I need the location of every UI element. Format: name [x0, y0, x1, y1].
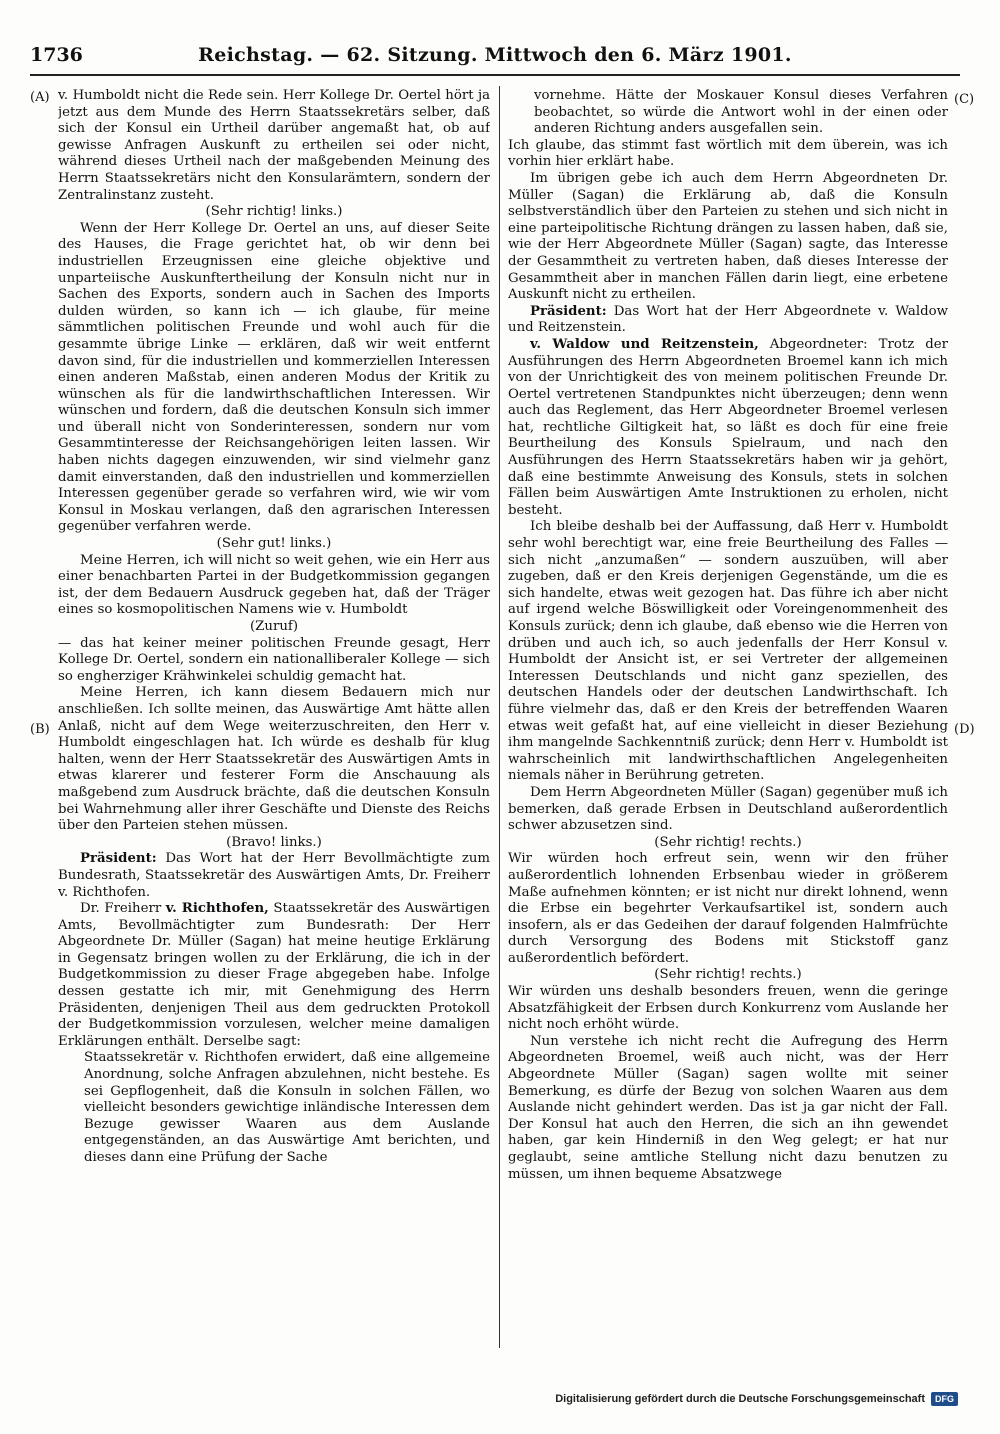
paragraph: Im übrigen gebe ich auch dem Herrn Abgeordneten Dr. Müller (Sagan) die Erklärung ab, daß die Konsuln selbstverständlich über den Parteien zu stehen und sich nicht in eine parteipolitische Richtung drängen zu lassen haben, daß sie, wie der Herr Abgeordnete Müller (Sagan) sagte, das Interesse der Gesammtheit zu vertreten haben, daß dieses Interesse der Gesammtheit aber in manchen Fällen darin liegt, eine erbetene Auskunft nicht zu ertheilen.	[508, 170, 948, 303]
running-title: Reichstag. — 62. Sitzung. Mittwoch den 6. März 1901.	[198, 44, 792, 66]
speech-text: Staatssekretär des Auswärtigen Amts, Bevollmächtigter zum Bundesrath: Der Herr Abgeordnete Dr. Müller (Sagan) hat meine heutige Erklärung in Gegensatz bringen wollen zu der Erklärung, die ich in der Budgetkommission zu dieser Frage abgegeben habe. Infolge dessen gestatte ich mir, mit Genehmigung des Herrn Präsidenten, denjenigen Theil aus dem gedruckten Protokoll der Budgetkommission vorzulesen, welcher meine damaligen Erklärungen enthält. Derselbe sagt:	[58, 901, 490, 1049]
page-header	[30, 38, 960, 72]
interjection: (Sehr richtig! rechts.)	[654, 834, 802, 850]
speech-text: Abgeordneter: Trotz der Ausführungen des Herrn Abgeordneten Broemel kann ich mich von der Unrichtigkeit des von meinem politischen Freunde Dr. Oertel vertretenen Standpunktes nicht überzeugen; denn wenn auch das Reglement, das Herr Abgeordneter Broemel verlesen hat, rechtliche Giltigkeit hat, so läßt es doch für eine freie Beurtheilung des Konsuls Spielraum, und nach den Ausführungen des Herrn Staatssekretärs haben wir ja gehört, daß eine bestimmte Anweisung des Konsuls, stets in solchen Fällen beim Auswärtigen Amte Instruktionen zu erholen, nicht besteht.	[508, 336, 948, 518]
left-column	[58, 88, 490, 1352]
speaker-paragraph	[508, 304, 948, 337]
paragraph: Meine Herren, ich will nicht so weit gehen, wie ein Herr aus einer benachbarten Partei in der Budgetkommission gegangen ist, der dem Bedauern Ausdruck gegeben hat, daß der Träger eines so kosmopolitischen Namens wie v. Humboldt	[58, 552, 490, 618]
paragraph: v. Humboldt nicht die Rede sein. Herr Kollege Dr. Oertel hört ja jetzt aus dem Munde des Herrn Staatssekretärs selber, daß sich der Konsul ein Urtheil darüber angemaßt hat, ob auf gewisse Anfragen Auskunft zu ertheilen sei oder nicht, während dieses Urtheil nach der maßgebenden Meinung des Herrn Staatssekretärs nicht den Konsularämtern, sondern der Zentralinstanz zusteht.	[58, 88, 490, 203]
speech-text: Das Wort hat der Herr Bevollmächtigte zum Bundesrath, Staatssekretär des Auswärtigen Amts, Dr. Freiherr v. Richthofen.	[58, 851, 490, 900]
paragraph: Wir würden uns deshalb besonders freuen, wenn die geringe Absatzfähigkeit der Erbsen durch Konkurrenz vom Auslande her nicht noch erhöht würde.	[508, 984, 948, 1033]
speaker-name: Präsident:	[80, 851, 157, 867]
speaker-paragraph	[58, 851, 490, 901]
paragraph: Dem Herrn Abgeordneten Müller (Sagan) gegenüber muß ich bemerken, daß gerade Erbsen in Deutschland außerordentlich schwer abzusetzen sind.	[508, 784, 948, 834]
column-divider	[499, 86, 500, 1348]
interjection: (Zuruf)	[249, 619, 299, 634]
interjection: (Sehr richtig! rechts.)	[654, 967, 802, 983]
speaker-name: v. Waldow und Reitzenstein,	[530, 336, 759, 352]
quoted-passage: Staatssekretär v. Richthofen erwidert, daß eine allgemeine Anordnung, solche Anfragen abzulehnen, nicht bestehe. Es sei Gepflogenheit, daß die Konsuln in solchen Fällen, wo vielleicht besonders gewichtige inländische Interessen dem Bezuge gewisser Waaren aus dem Auslande entgegenständen, an das Auswärtige Amt berichten, und dieses dann eine Prüfung der Sache	[84, 1050, 490, 1165]
margin-marker-a: (A)	[30, 90, 50, 105]
dfg-logo: DFG	[931, 1392, 958, 1406]
speaker-title: Dr. Freiherr	[80, 901, 162, 917]
interjection: (Sehr richtig! links.)	[205, 204, 343, 220]
speaker-paragraph	[58, 901, 490, 1050]
paragraph: Ich bleibe deshalb bei der Auffassung, daß Herr v. Humboldt sehr wohl berechtigt war, eine freie Beurtheilung des Falles — sich nicht „anzumaßen“ — sondern auszuüben, will aber zugeben, daß er den Kreis derjenigen Gegenstände, um die es sich handelte, etwas weit gezogen hat. Das führe ich aber nicht auf irgend welche Böswilligkeit oder Voreingenommenheit des Konsuls zurück; denn ich glaube, daß ebenso wie die Herren von drüben und auch ich, so auch jedenfalls der Herr Konsul v. Humboldt der Ansicht ist, er sei Vertreter der allgemeinen Interessen Deutschlands und nicht ganz speziellen, des deutschen Handels oder der deutschen Landwirthschaft. Ich führe vielmehr das, daß er den Kreis der betreffenden Waaren etwas weit gefaßt hat, auf eine vielleicht in dieser Beziehung ihm mangelnde Sachkenntniß zurück; denn Herr v. Humboldt ist wahrscheinlich mit landwirthschaftlichen Angelegenheiten niemals näher in Berührung getreten.	[508, 519, 948, 784]
paragraph: Nun verstehe ich nicht recht die Aufregung des Herrn Abgeordneten Broemel, weiß auch nicht, was der Herr Abgeordnete Müller (Sagan) sagen wollte mit seiner Bemerkung, es dürfe der Bezug von solchen Waaren aus dem Auslande nicht gehindert werden. Das ist ja gar nicht der Fall. Der Konsul hat auch den Herren, die sich an ihn gewendet haben, gar kein Hinderniß in den Weg gelegt; er hat nur geglaubt, seine amtliche Stellung nicht dazu benutzen zu müssen, um ihnen bequeme Absatzwege	[508, 1033, 948, 1182]
margin-marker-b: (B)	[30, 722, 50, 737]
speech-text: Das Wort hat der Herr Abgeordnete v. Waldow und Reitzenstein.	[508, 303, 948, 336]
paragraph: Wir würden hoch erfreut sein, wenn wir den früher außerordentlich lohnenden Erbsenbau wieder in größerem Maße aufnehmen könnten; er ist nicht nur direkt lohnend, wenn die Erbse ein begehrter Verkaufsartikel ist, sondern auch insofern, als er das Gedeihen der darauf folgenden Halmfrüchte durch Versorgung des Bodens mit Stickstoff ganz außerordentlich befördert.	[508, 851, 948, 966]
paragraph: Meine Herren, ich kann diesem Bedauern mich nur anschließen. Ich sollte meinen, das Auswärtige Amt hätte allen Anlaß, nicht auf dem Wege weiterzuschreiten, den Herr v. Humboldt eingeschlagen hat. Ich würde es deshalb für klug halten, wenn der Herr Staatssekretär des Auswärtigen Amts in etwas klarerer und festerer Form die Anschauung als maßgebend zum Ausdruck brächte, daß die deutschen Konsuln bei Wahrnehmung aller ihrer Geschäfte und Dienste des Reichs über den Parteien stehen müssen.	[58, 685, 490, 834]
speaker-name: v. Richthofen,	[165, 901, 269, 917]
quoted-passage: vornehme. Hätte der Moskauer Konsul dieses Verfahren beobachtet, so würde die Antwort wohl in der einen oder anderen Richtung anders ausgefallen sein.	[534, 88, 948, 137]
paragraph: Ich glaube, das stimmt fast wörtlich mit dem überein, was ich vorhin hier erklärt habe.	[508, 137, 948, 170]
paragraph: — das hat keiner meiner politischen Freunde gesagt, Herr Kollege Dr. Oertel, sondern ein nationalliberaler Kollege — sich so engherziger Krähwinkelei schuldig gemacht hat.	[58, 635, 490, 684]
interjection: (Sehr gut! links.)	[216, 536, 332, 552]
interjection: (Bravo! links.)	[226, 834, 322, 850]
speaker-paragraph	[508, 337, 948, 520]
speaker-name: Präsident:	[530, 303, 607, 319]
footer-credit	[555, 1392, 958, 1406]
header-rule	[30, 74, 960, 76]
right-column	[508, 88, 948, 1352]
footer-credit-text: Digitalisierung gefördert durch die Deutsche Forschungsgemeinschaft	[555, 1393, 925, 1405]
page-number: 1736	[30, 44, 83, 66]
margin-marker-d: (D)	[954, 722, 975, 737]
paragraph: Wenn der Herr Kollege Dr. Oertel an uns, auf dieser Seite des Hauses, die Frage gerichtet hat, ob wir denn bei industriellen Erzeugnissen eine gleiche objektive und unparteiische Auskunftertheilung der Konsuln nicht nur in Sachen des Exports, sondern auch in Sachen des Imports dulden würden, so kann ich — ich glaube, für meine sämmtlichen politischen Freunde und wohl auch für die gesammte übrige Linke — erklären, daß wir weit entfernt davon sind, für die industriellen und kommerziellen Interessen einen anderen Maßstab, einen anderen Modus der Kritik zu wünschen als für die landwirthschaftlichen Interessen. Wir wünschen und fordern, daß die deutschen Konsuln sich immer und überall nicht von Sonderinteressen, sondern nur vom Gesammtinteresse der Reichsangehörigen leiten lassen. Wir haben nichts dagegen einzuwenden, wir sind vielmehr ganz damit einverstanden, daß den industriellen und kommerziellen Interessen gegenüber gerade so verfahren wird, wie wir vom Konsul in Moskau verlangen, daß den agrarischen Interessen gegenüber verfahren werde.	[58, 220, 490, 535]
margin-marker-c: (C)	[954, 92, 975, 107]
